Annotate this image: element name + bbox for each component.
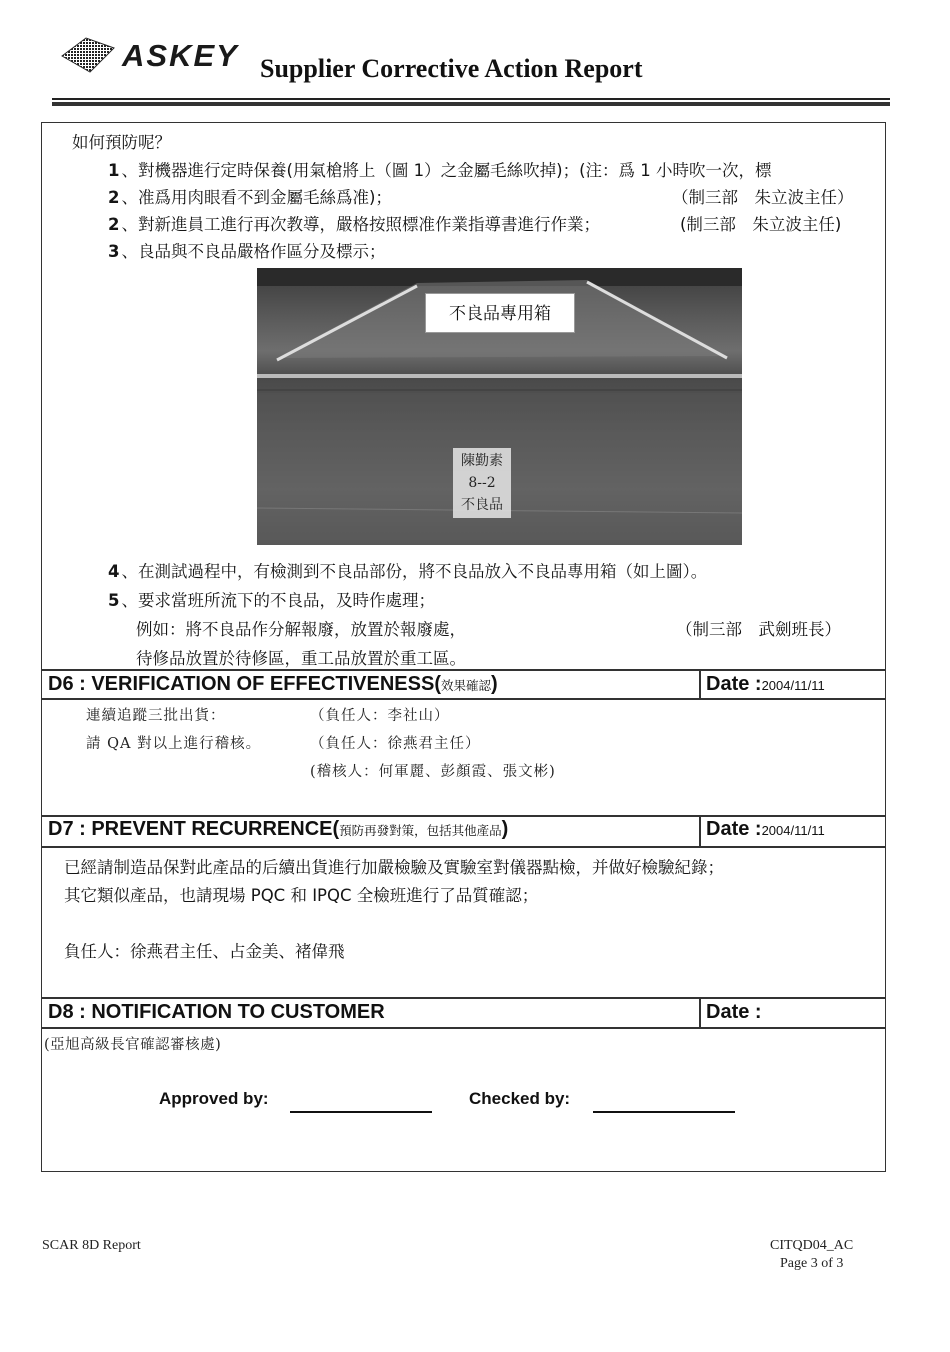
bin-tag-line: 陳勤素 (461, 453, 503, 469)
d6-title (48, 673, 498, 696)
item-text: 、在測試過程中，有檢測到不良品部份，將不良品放入不良品專用箱（如上圖）。 (121, 562, 708, 581)
prevention-item-3 (108, 238, 385, 262)
d6-line-1-right: （負任人：李社山） (310, 708, 450, 724)
divider (42, 815, 885, 817)
item-text: 、對機器進行定時保養(用氣槍將上（圖 1）之金屬毛絲吹掉)；(注：爲 1 小時吹一次，標 (121, 161, 772, 180)
item-number: 2 (108, 215, 120, 234)
d6-date (706, 673, 825, 696)
d7-title-end: ) (501, 818, 509, 840)
d7-title-text: D7 : PREVENT RECURRENCE( (48, 818, 340, 840)
item-number: 3 (108, 242, 120, 261)
d6-line-2-right: （負任人：徐燕君主任） (310, 736, 481, 752)
d6-title-end: ) (491, 673, 498, 695)
item-number: 2 (108, 188, 120, 207)
checked-by-field[interactable] (593, 1111, 735, 1113)
example-line-1: 例如：將不良品作分解報廢，放置於報廢處， (136, 620, 466, 639)
header-rule-thick (52, 102, 890, 106)
prevention-item-2a (108, 184, 392, 208)
d7-date-label: Date : (706, 818, 762, 840)
divider (42, 846, 885, 848)
prevention-item-5 (108, 587, 435, 611)
item-owner: （制三部 朱立波主任） (672, 188, 854, 207)
d7-title (48, 818, 508, 841)
d6-line-3-right: (稽核人：何軍麗、彭顏霞、張文彬) (310, 764, 556, 780)
askey-diamond-logo-icon (56, 36, 126, 74)
d8-date-label: Date : (706, 1001, 762, 1023)
d7-date (706, 818, 825, 841)
divider (42, 997, 885, 999)
d7-owners: 負任人：徐燕君主任、占金美、褚偉飛 (64, 942, 345, 961)
d6-line-1-left: 連續追蹤三批出貨： (86, 708, 226, 724)
prevention-item-1 (108, 157, 772, 181)
item-number: 1 (108, 161, 120, 180)
example-line-2: 待修品放置於待修區，重工品放置於重工區。 (136, 649, 466, 668)
item-owner: (制三部 朱立波主任) (680, 215, 842, 234)
d6-line-2-left: 請 QA 對以上進行稽核。 (86, 736, 262, 752)
d7-line-2: 其它類似產品，也請現場 PQC 和 IPQC 全檢班進行了品質確認； (64, 886, 539, 905)
item-number: 4 (108, 562, 120, 581)
example-owner: （制三部 武劍班長） (676, 620, 841, 639)
divider (699, 815, 701, 846)
d6-title-cn: 效果確認 (441, 678, 492, 693)
divider (42, 1027, 885, 1029)
d6-date-label: Date : (706, 673, 762, 695)
header-rule (52, 98, 890, 100)
defect-bin-photo (257, 268, 742, 545)
d7-line-1: 已經請制造品保對此產品的后續出貨進行加嚴檢驗及實驗室對儀器點檢，并做好檢驗紀錄； (64, 858, 724, 877)
prevention-heading: 如何預防呢？ (72, 133, 171, 152)
item-text: 、要求當班所流下的不良品，及時作處理； (121, 591, 435, 610)
bin-label: 不良品專用箱 (425, 293, 575, 333)
d7-date-value: 2004/11/11 (761, 823, 825, 838)
bin-tag-line: 8--2 (468, 475, 496, 491)
bin-tag (453, 448, 511, 518)
d6-title-text: D6 : VERIFICATION OF EFFECTIVENESS( (48, 673, 441, 695)
bin-tag-line: 不良品 (461, 497, 503, 513)
brand-name: ASKEY (122, 38, 239, 73)
divider (42, 669, 885, 671)
checked-by-label: Checked by: (469, 1089, 571, 1108)
footer-page-number: Page 3 of 3 (780, 1256, 844, 1271)
item-text: 、准爲用肉眼看不到金屬毛絲爲准)； (121, 188, 392, 207)
report-title: Supplier Corrective Action Report (260, 54, 643, 83)
d8-title: D8 : NOTIFICATION TO CUSTOMER (48, 1001, 385, 1023)
d7-title-cn: 預防再發對策，包括其他產品 (339, 823, 502, 838)
footer-doc-code: CITQD04_AC (770, 1238, 854, 1253)
d6-date-value: 2004/11/11 (761, 678, 825, 693)
item-text: 、良品與不良品嚴格作區分及標示； (121, 242, 386, 261)
prevention-item-4 (108, 558, 707, 582)
footer-report-name: SCAR 8D Report (42, 1238, 141, 1253)
divider (699, 997, 701, 1027)
divider (699, 669, 701, 698)
report-frame (41, 122, 886, 1172)
divider (42, 698, 885, 700)
item-text: 、對新進員工進行再次教導，嚴格按照標准作業指導書進行作業； (121, 215, 600, 234)
item-number: 5 (108, 591, 120, 610)
d8-note: (亞旭高級長官確認審核處) (44, 1037, 222, 1053)
approved-by-label: Approved by: (159, 1089, 269, 1108)
askey-logo (44, 34, 254, 78)
approved-by-field[interactable] (290, 1111, 432, 1113)
prevention-item-2b (108, 211, 600, 235)
